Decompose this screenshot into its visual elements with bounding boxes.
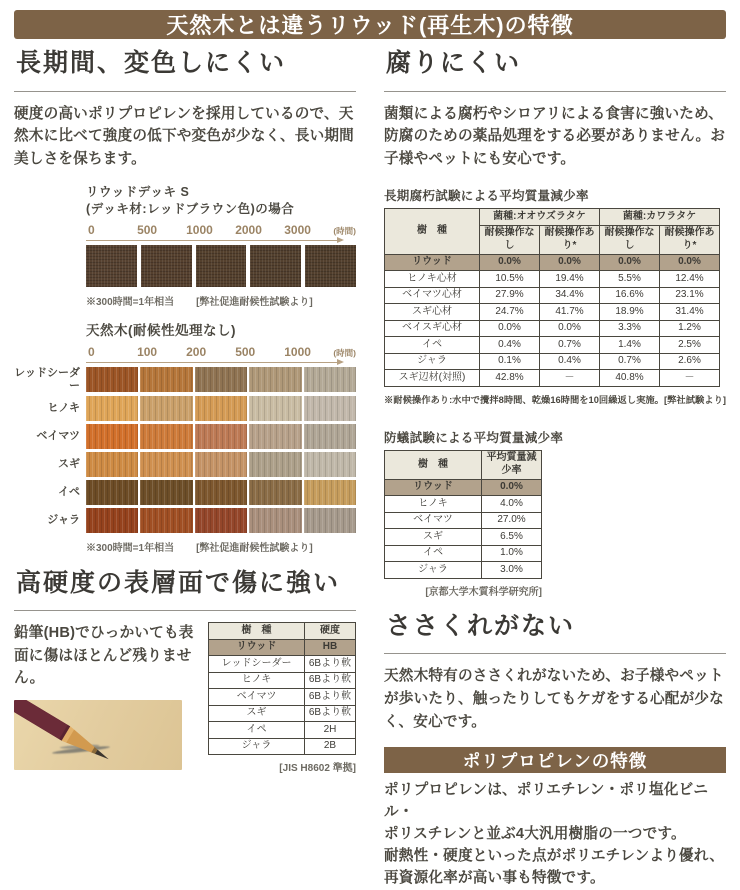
pp-banner-title: ポリプロピレンの特徴 bbox=[462, 750, 648, 771]
pencil-photo bbox=[14, 700, 182, 770]
rewood-chart-title: リウッドデッキ S (デッキ材:レッドブラウン色)の場合 bbox=[86, 185, 295, 217]
axis-tick: 0 bbox=[88, 223, 95, 238]
wood-swatch bbox=[249, 396, 301, 421]
axis-tick: 1000 bbox=[186, 223, 213, 238]
pencil-graphic bbox=[14, 700, 113, 767]
table-row: ベイマツ 6Bより軟 bbox=[209, 689, 356, 706]
hardness-section-heading: 高硬度の表層面で傷に強い bbox=[14, 568, 356, 612]
wood-swatch bbox=[195, 508, 247, 533]
table-row: スギ 6.5% bbox=[385, 529, 542, 546]
decay-table-footnote: ※耐候操作あり:水中で攪拌8時間、乾燥16時間を10回繰返し実施。 [弊社試験より] bbox=[384, 394, 726, 405]
wood-swatch bbox=[86, 245, 137, 287]
wood-swatch bbox=[141, 245, 192, 287]
fade-section-body: 硬度の高いポリプロピレンを採用しているので、天然木に比べて強度の低下や変色が少なく、長い期間美しさを保ちます。 bbox=[14, 105, 354, 167]
wood-swatch bbox=[249, 508, 301, 533]
axis-tick: 2000 bbox=[235, 223, 262, 238]
table-row: ジャラ 0.1% 0.4% 0.7% 2.6% bbox=[385, 353, 720, 370]
table-row: イペ 0.4% 0.7% 1.4% 2.5% bbox=[385, 337, 720, 354]
wood-swatch bbox=[195, 480, 247, 505]
column-header: 菌種:オオウズラタケ bbox=[480, 209, 600, 226]
table-row: ヒノキ 6Bより軟 bbox=[209, 672, 356, 689]
wood-swatch bbox=[249, 480, 301, 505]
wood-swatch bbox=[86, 480, 138, 505]
decay-table-title: 長期腐朽試験による平均質量減少率 bbox=[384, 189, 589, 204]
right-column bbox=[384, 48, 726, 890]
termite-table bbox=[384, 450, 542, 579]
rot-section-heading: 腐りにくい bbox=[384, 48, 726, 92]
table-row: ヒノキ 4.0% bbox=[385, 496, 542, 513]
wood-row-label: ベイマツ bbox=[36, 429, 80, 442]
axis-tick: 200 bbox=[186, 345, 207, 360]
wood-swatch bbox=[86, 424, 138, 449]
two-column-layout bbox=[14, 48, 726, 890]
wood-swatch bbox=[249, 424, 301, 449]
wood-row-label: ジャラ bbox=[47, 513, 80, 526]
table-row: ベイマツ心材 27.9% 34.4% 16.6% 23.1% bbox=[385, 287, 720, 304]
natural-chart-axis bbox=[86, 345, 356, 359]
axis-unit: (時間) bbox=[333, 348, 356, 359]
natural-wood-fade-chart bbox=[14, 322, 356, 554]
wood-row-sugi bbox=[14, 452, 356, 477]
left-column bbox=[14, 48, 356, 890]
table-row: リウッド HB bbox=[209, 639, 356, 656]
column-header: 樹 種 bbox=[209, 623, 305, 640]
fade-section-heading: 長期間、変色しにくい bbox=[14, 48, 356, 92]
wood-swatch bbox=[140, 508, 192, 533]
wood-swatch bbox=[249, 452, 301, 477]
wood-swatch bbox=[86, 452, 138, 477]
axis-tick: 0 bbox=[88, 345, 95, 360]
rot-section-body: 菌類による腐朽やシロアリによる食害に強いため、防腐のための薬品処理をする必要がありません。お子様やペットにも安心です。 bbox=[384, 105, 726, 167]
page-title-banner bbox=[14, 10, 726, 39]
rewood-chart-axis bbox=[86, 223, 356, 237]
wood-row-label: スギ bbox=[58, 457, 80, 470]
page-title: 天然木とは違うリウッド(再生木)の特徴 bbox=[166, 13, 574, 38]
decay-table bbox=[384, 208, 720, 387]
splinter-section-heading: ささくれがない bbox=[384, 611, 726, 655]
table-row: スギ 6Bより軟 bbox=[209, 705, 356, 722]
column-header: 菌種:カワラタケ bbox=[600, 209, 720, 226]
wood-swatch bbox=[249, 367, 301, 392]
wood-swatch bbox=[195, 452, 247, 477]
wood-row-label: レッドシーダー bbox=[14, 367, 80, 392]
column-header: 硬度 bbox=[305, 623, 356, 640]
column-header: 樹 種 bbox=[385, 450, 482, 479]
rewood-fade-chart bbox=[86, 184, 356, 308]
wood-swatch bbox=[140, 424, 192, 449]
wood-swatch bbox=[304, 452, 356, 477]
axis-tick: 100 bbox=[137, 345, 158, 360]
termite-table-source: [京都大学木質科学研究所] bbox=[425, 586, 542, 598]
wood-swatch bbox=[195, 396, 247, 421]
wood-swatch bbox=[140, 367, 192, 392]
column-header: 耐候操作あり* bbox=[540, 225, 600, 254]
wood-swatch bbox=[140, 452, 192, 477]
rewood-swatch-row bbox=[86, 245, 356, 287]
wood-row-beimatsu bbox=[14, 424, 356, 449]
wood-swatch bbox=[196, 245, 247, 287]
wood-row-jarrah bbox=[14, 508, 356, 533]
wood-swatch bbox=[304, 367, 356, 392]
table-row: ベイスギ心材 0.0% 0.0% 3.3% 1.2% bbox=[385, 320, 720, 337]
wood-swatch bbox=[304, 424, 356, 449]
table-row: スギ心材 24.7% 41.7% 18.9% 31.4% bbox=[385, 304, 720, 321]
axis-arrow bbox=[86, 240, 342, 241]
pp-section-banner bbox=[384, 747, 726, 773]
table-row: イペ 2H bbox=[209, 722, 356, 739]
wood-swatch bbox=[86, 508, 138, 533]
column-header: 耐候操作なし bbox=[480, 225, 540, 254]
wood-row-redcedar bbox=[14, 367, 356, 392]
wood-swatch bbox=[304, 508, 356, 533]
wood-row-hinoki bbox=[14, 396, 356, 421]
wood-row-label: ヒノキ bbox=[47, 401, 80, 414]
hardness-table-source: [JIS H8602 準拠] bbox=[279, 763, 356, 775]
wood-swatch bbox=[304, 480, 356, 505]
pp-section-body: ポリプロピレンは、ポリエチレン・ポリ塩化ビニル・ ポリスチレンと並ぶ4大汎用樹脂の一つです。 耐熱性・硬度といった点がポリエチレンより優れ、 再資源化率が高い事も特徴です。 bbox=[384, 782, 725, 886]
wood-swatch bbox=[86, 396, 138, 421]
wood-swatch bbox=[195, 424, 247, 449]
hardness-section-body: 鉛筆(HB)でひっかいても表面に傷はほとんど残りません。 bbox=[14, 625, 194, 687]
axis-tick: 3000 bbox=[284, 223, 311, 238]
wood-row-label: イペ bbox=[58, 485, 80, 498]
wood-swatch bbox=[305, 245, 356, 287]
table-row: ジャラ 3.0% bbox=[385, 562, 542, 579]
wood-swatch bbox=[86, 367, 138, 392]
column-header: 樹 種 bbox=[385, 209, 480, 255]
table-row: スギ辺材(対照) 42.8% － 40.8% － bbox=[385, 370, 720, 387]
column-header: 平均質量減少率 bbox=[482, 450, 542, 479]
axis-tick: 500 bbox=[235, 345, 256, 360]
table-row: ヒノキ心材 10.5% 19.4% 5.5% 12.4% bbox=[385, 271, 720, 288]
wood-swatch bbox=[195, 367, 247, 392]
hardness-table bbox=[208, 622, 356, 755]
natural-chart-note: ※300時間=1年相当 [弊社促進耐候性試験より] bbox=[86, 542, 313, 554]
wood-swatch bbox=[140, 480, 192, 505]
wood-row-ipe bbox=[14, 480, 356, 505]
table-row: リウッド 0.0% bbox=[385, 479, 542, 496]
table-row: イペ 1.0% bbox=[385, 545, 542, 562]
axis-tick: 1000 bbox=[284, 345, 311, 360]
column-header: 耐候操作なし bbox=[600, 225, 660, 254]
table-row: ベイマツ 27.0% bbox=[385, 512, 542, 529]
wood-swatch bbox=[140, 396, 192, 421]
wood-swatch bbox=[304, 396, 356, 421]
table-row: ジャラ 2B bbox=[209, 738, 356, 755]
splinter-section-body: 天然木特有のささくれがないため、お子様やペットが歩いたり、触ったりしてもケガをする心配が少なく、安心です。 bbox=[384, 668, 724, 730]
termite-table-title: 防蟻試験による平均質量減少率 bbox=[384, 430, 564, 445]
natural-chart-title: 天然木(耐候性処理なし) bbox=[86, 323, 236, 339]
wood-swatch bbox=[250, 245, 301, 287]
column-header: 耐候操作あり* bbox=[660, 225, 720, 254]
table-row: レッドシーダー 6Bより軟 bbox=[209, 656, 356, 673]
axis-tick: 500 bbox=[137, 223, 158, 238]
axis-unit: (時間) bbox=[333, 226, 356, 237]
table-row: リウッド 0.0% 0.0% 0.0% 0.0% bbox=[385, 254, 720, 271]
axis-arrow bbox=[86, 362, 342, 363]
hardness-section bbox=[14, 622, 356, 774]
rewood-chart-note: ※300時間=1年相当 [弊社促進耐候性試験より] bbox=[86, 297, 313, 309]
